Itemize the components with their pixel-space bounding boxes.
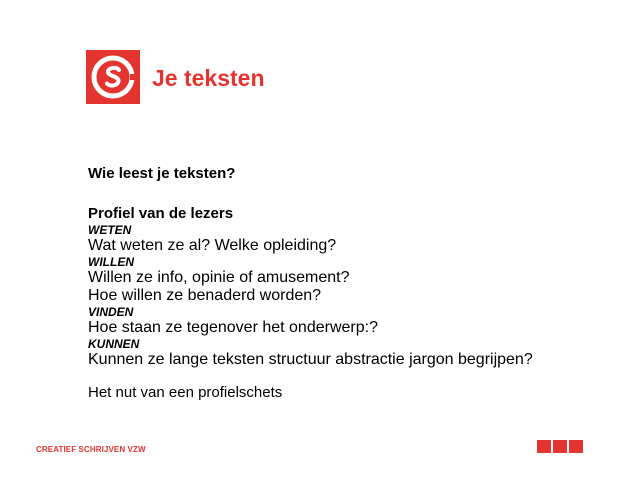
question-text: Wie leest je teksten? [88,165,236,182]
cs-logo-icon [86,50,140,104]
section-line: Wat weten ze al? Welke opleiding? [88,237,337,254]
section-line: Kunnen ze lange teksten structuur abstractie jargon begrijpen? [88,351,533,368]
red-square [537,440,551,453]
section-line: Willen ze info, opinie of amusement? [88,269,350,286]
section-line: Hoe staan ze tegenover het onderwerp:? [88,319,378,336]
category-label-willen: WILLEN [88,255,134,269]
slide-content [88,165,608,402]
category-label-vinden: VINDEN [88,305,134,319]
footer-organization: CREATIEF SCHRIJVEN VZW [36,445,146,454]
closing-text: Het nut van een profielschets [88,384,283,401]
profile-heading: Profiel van de lezers [88,205,234,222]
red-square [553,440,567,453]
section-line: Hoe willen ze benaderd worden? [88,287,322,304]
slide-title: Je teksten [152,65,265,91]
red-square [569,440,583,453]
category-label-weten: WETEN [88,223,132,237]
category-label-kunnen: KUNNEN [88,337,140,351]
